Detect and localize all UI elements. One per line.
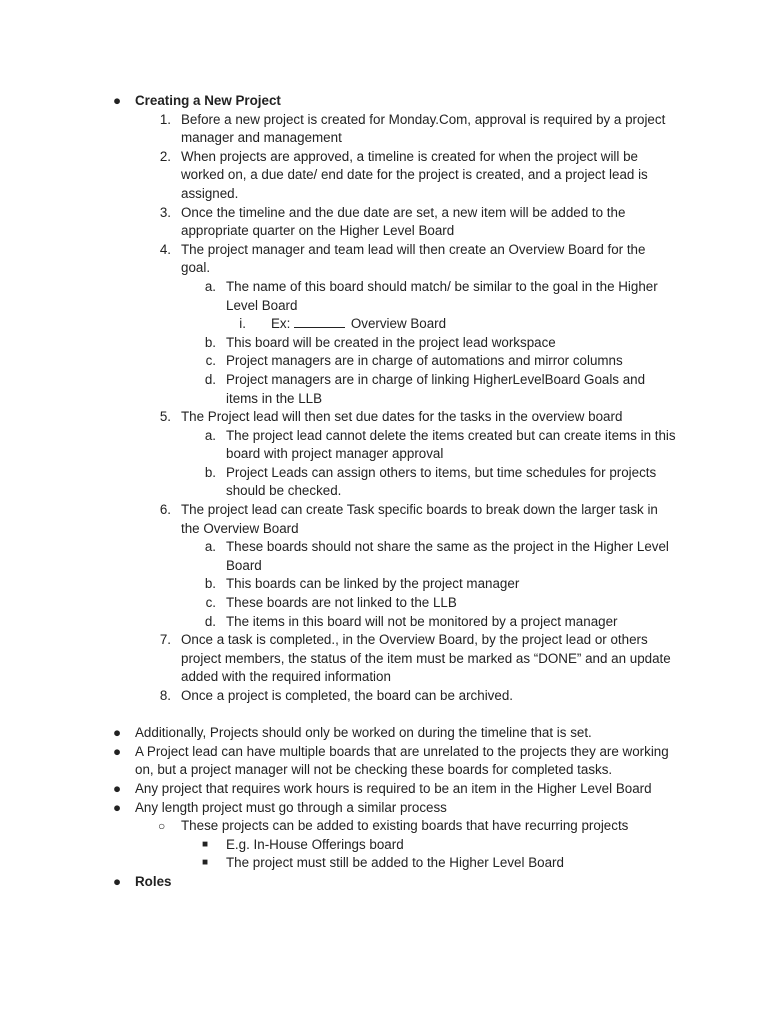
example-text: Overview Board (350, 316, 447, 332)
bullet-marker: ● (113, 873, 122, 889)
list-letter: b. (204, 334, 216, 350)
section-creating-new-project (0, 92, 768, 111)
square-marker: ■ (202, 838, 209, 850)
sub-list-item (0, 464, 768, 501)
list-letter: a. (204, 278, 216, 294)
list-number: 2. (159, 148, 171, 164)
list-item-text: Once a project is completed, the board can be archived. (181, 688, 513, 703)
list-letter: c. (205, 353, 216, 369)
section-roles (0, 873, 768, 892)
paragraph-spacer (0, 706, 768, 725)
example-prefix: Ex: (271, 316, 291, 332)
sub-bullet-item (0, 817, 768, 836)
square-marker: ■ (202, 857, 209, 869)
section-heading: Roles (135, 873, 172, 889)
list-letter: a. (204, 539, 216, 555)
sub-sub-bullet-item-text: The project must still be added to the Higher Level Board (226, 855, 564, 871)
bullet-item-text: Any length project must go through a similar process (135, 799, 447, 815)
sub-list-item-text: Project Leads can assign others to items, but time schedules for projects should be checked. (226, 464, 657, 499)
bullet-item-text: Additionally, Projects should only be worked on during the timeline that is set. (135, 725, 592, 741)
document-page (0, 92, 768, 892)
bullet-item (0, 799, 768, 818)
list-number: 6. (159, 502, 171, 518)
bullet-marker: ● (113, 743, 122, 759)
list-item (0, 111, 768, 148)
blank-underline (294, 315, 345, 328)
sub-list-item-text: The items in this board will not be monitored by a project manager (226, 613, 618, 629)
list-number: 1. (159, 111, 171, 127)
list-item-text: Before a new project is created for Monday.Com, approval is required by a project manager and management (181, 111, 666, 146)
sub-list-item (0, 427, 768, 464)
list-letter: b. (204, 576, 216, 592)
list-letter: b. (204, 464, 216, 480)
list-item (0, 501, 768, 538)
list-number: 7. (159, 632, 171, 648)
list-item (0, 631, 768, 687)
list-roman: i. (239, 316, 246, 332)
sub-list-item (0, 613, 768, 632)
list-letter: a. (204, 427, 216, 443)
sub-list-item (0, 594, 768, 613)
section-heading: Creating a New Project (135, 93, 281, 108)
list-item-text: When projects are approved, a timeline is created for when the project will be worked on, a due date/ end date for the project is created, and a project lead is assigned. (181, 148, 648, 201)
bullet-item (0, 780, 768, 799)
bullet-item-text: Any project that requires work hours is required to be an item in the Higher Level Board (135, 780, 652, 796)
list-number: 3. (159, 204, 171, 220)
bullet-item (0, 743, 768, 780)
list-item (0, 241, 768, 278)
list-item (0, 148, 768, 204)
sub-list-item-text: These boards should not share the same as the project in the Higher Level Board (226, 539, 669, 573)
example-line (271, 315, 676, 334)
sub-list-item (0, 575, 768, 594)
list-number: 5. (159, 409, 171, 425)
bullet-item-text: A Project lead can have multiple boards that are unrelated to the projects they are working on, but a project manager will not be checking these boards for completed tasks. (135, 743, 669, 778)
sub-list-item (0, 278, 768, 315)
bullet-marker: ● (113, 799, 122, 815)
bullet-marker: ● (113, 780, 122, 796)
list-item-text: The project lead can create Task specific boards to break down the larger task in the Overview Board (181, 502, 658, 536)
sub-list-item-text: These boards are not linked to the LLB (226, 595, 457, 611)
sub-sub-list-item (0, 315, 768, 334)
sub-sub-bullet-item-text: E.g. In-House Offerings board (226, 836, 404, 852)
list-item (0, 204, 768, 241)
bullet-marker: ● (113, 725, 122, 741)
bullet-marker: ● (113, 93, 122, 108)
list-item (0, 687, 768, 706)
sub-list-item (0, 352, 768, 371)
list-item-text: Once the timeline and the due date are set, a new item will be added to the appropriate quarter on the Higher Level Board (181, 204, 626, 239)
hollow-circle-marker: ○ (158, 819, 166, 834)
sub-list-item-text: Project managers are in charge of linking HigherLevelBoard Goals and items in the LLB (226, 371, 646, 406)
list-number: 8. (159, 688, 171, 703)
list-item-text: Once a task is completed., in the Overview Board, by the project lead or others project members, the status of the item must be marked as “DONE” and an update added with the required information (181, 632, 671, 685)
sub-list-item (0, 538, 768, 575)
sub-sub-bullet-item (0, 836, 768, 855)
list-letter: d. (204, 371, 216, 387)
sub-list-item (0, 371, 768, 408)
sub-list-item-text: The project lead cannot delete the items created but can create items in this board with project manager approval (226, 427, 676, 462)
list-item-text: The project manager and team lead will then create an Overview Board for the goal. (181, 241, 646, 276)
sub-list-item-text: This boards can be linked by the project manager (226, 576, 520, 592)
list-letter: c. (205, 595, 216, 611)
list-item-text: The Project lead will then set due dates for the tasks in the overview board (181, 409, 623, 425)
list-letter: d. (204, 613, 216, 629)
sub-list-item-text: The name of this board should match/ be similar to the goal in the Higher Level Board (226, 278, 658, 313)
sub-bullet-item-text: These projects can be added to existing boards that have recurring projects (181, 818, 629, 834)
list-number: 4. (159, 241, 171, 257)
sub-list-item-text: This board will be created in the project lead workspace (226, 334, 556, 350)
list-item (0, 408, 768, 427)
sub-list-item (0, 334, 768, 353)
sub-list-item-text: Project managers are in charge of automations and mirror columns (226, 353, 623, 369)
bullet-item (0, 724, 768, 743)
sub-sub-bullet-item (0, 854, 768, 873)
